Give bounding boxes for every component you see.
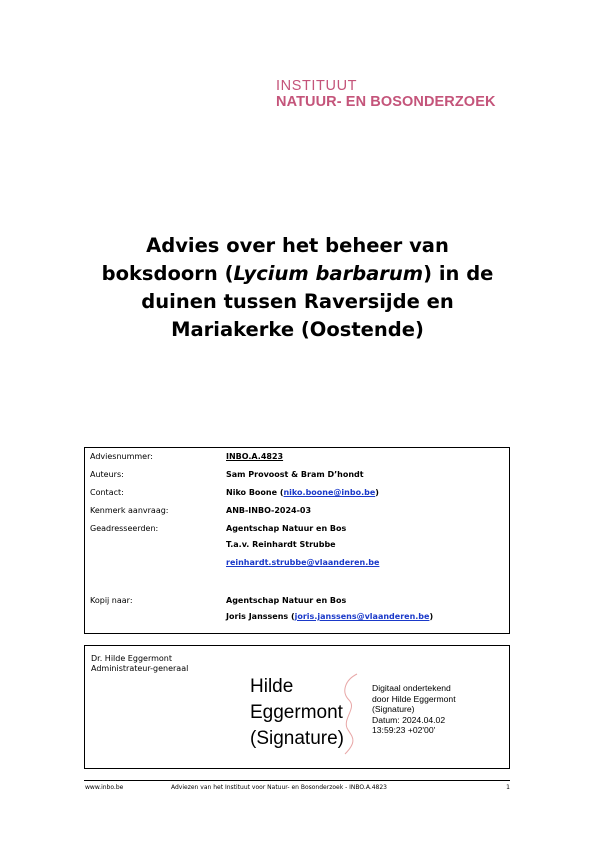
geadresseerden-org: Agentschap Natuur en Bos [226, 524, 347, 533]
digital-signature-name [250, 674, 344, 752]
document-title [60, 232, 535, 344]
contact-label: Contact: [90, 488, 124, 497]
signature-big-2: Eggermont [250, 702, 343, 723]
logo-line-2: NATUUR- EN BOSONDERZOEK [276, 94, 496, 110]
title-line-2 [60, 260, 535, 288]
signatory-name: Dr. Hilde Eggermont [91, 654, 172, 663]
row-kenmerk [90, 506, 505, 520]
signature-box [84, 645, 510, 769]
signature-small-1: Digitaal ondertekend [372, 683, 451, 693]
row-auteurs [90, 470, 505, 484]
row-geadresseerden [90, 524, 505, 584]
title-line-4: Mariakerke (Oostende) [171, 318, 424, 341]
kopij-label: Kopij naar: [90, 596, 133, 605]
kopij-org: Agentschap Natuur en Bos [226, 596, 347, 605]
geadresseerden-label: Geadresseerden: [90, 524, 159, 533]
kenmerk-label: Kenmerk aanvraag: [90, 506, 169, 515]
footer-page-number: 1 [506, 784, 510, 791]
title-line-3: duinen tussen Raversijde en [141, 290, 454, 313]
geadresseerden-email-link[interactable]: reinhardt.strubbe@vlaanderen.be [226, 558, 380, 567]
kopij-email-link[interactable]: joris.janssens@vlaanderen.be [294, 612, 430, 621]
signature-stroke-mark [337, 670, 367, 756]
title-line-2-post: ) in de [423, 262, 494, 285]
contact-value [226, 488, 379, 497]
contact-email-link[interactable]: niko.boone@inbo.be [283, 488, 376, 497]
row-adviesnummer [90, 452, 505, 466]
title-line-1: Advies over het beheer van [146, 234, 449, 257]
logo-line-1: INSTITUUT [276, 78, 358, 94]
kopij-close: ) [429, 612, 434, 621]
kopij-person: Joris Janssens ( [226, 612, 295, 621]
footer-series: Adviezen van het Instituut voor Natuur- en Bosonderzoek - INBO.A.4823 [171, 784, 387, 791]
kopij-person-line [226, 612, 433, 621]
signature-small-5: 13:59:23 +02'00' [372, 725, 436, 735]
signatory [91, 654, 188, 674]
signature-small-3: (Signature) [372, 704, 415, 714]
signature-big-3: (Signature) [250, 728, 344, 749]
signature-big-1: Hilde [250, 676, 294, 697]
page-footer [84, 780, 510, 791]
adviesnummer-label: Adviesnummer: [90, 452, 153, 461]
signature-small-4: Datum: 2024.04.02 [372, 714, 446, 725]
footer-website: www.inbo.be [85, 784, 124, 791]
adviesnummer-value: INBO.A.4823 [226, 452, 284, 461]
contact-name: Niko Boone ( [226, 488, 284, 497]
auteurs-label: Auteurs: [90, 470, 124, 479]
inbo-logo [276, 78, 496, 110]
row-contact [90, 488, 505, 502]
contact-close: ) [375, 488, 379, 497]
geadresseerden-person: T.a.v. Reinhardt Strubbe [226, 540, 336, 549]
kenmerk-value: ANB-INBO-2024-03 [226, 506, 312, 515]
row-kopij [90, 596, 505, 628]
signatory-role: Administrateur-generaal [91, 664, 189, 673]
digital-signature-details [372, 683, 456, 736]
info-box [84, 447, 510, 634]
title-line-2-pre: boksdoorn ( [101, 262, 234, 285]
auteurs-value: Sam Provoost & Bram D’hondt [226, 470, 364, 479]
signature-small-2: door Hilde Eggermont [372, 693, 456, 704]
title-species: Lycium barbarum [233, 262, 424, 285]
